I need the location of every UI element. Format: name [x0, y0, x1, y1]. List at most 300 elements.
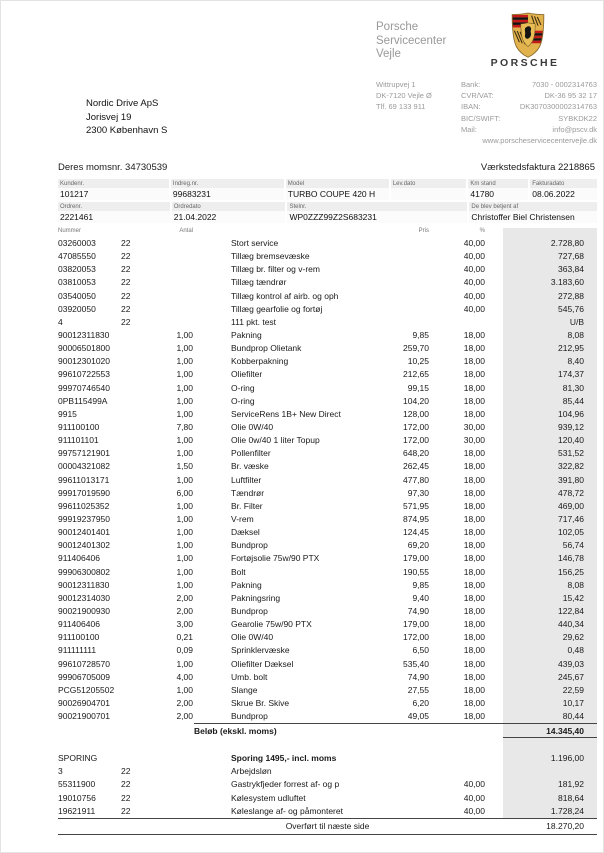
cell-description: Arbejdsløn [231, 766, 272, 777]
cell-quantity [167, 263, 193, 276]
cell-unit-price [369, 250, 429, 263]
cell-amount: 15,42 [562, 592, 584, 603]
cell-description: Olie 0W/40 [231, 632, 274, 643]
cell-quantity: 1,00 [176, 684, 193, 695]
table-row [58, 342, 597, 355]
table-row [58, 671, 597, 684]
cell-quantity: 6,00 [176, 487, 193, 498]
cell-number: 911111111 [58, 645, 97, 656]
table-row [58, 566, 597, 579]
cell-unit-price [369, 778, 429, 791]
info-field-label: De blev betjent af [469, 202, 597, 211]
cell-amount: 181,92 [558, 779, 584, 790]
cell-department [121, 487, 167, 500]
bank-row [461, 90, 597, 101]
cell-amount: 146,78 [558, 553, 584, 564]
cell-number: 99611025352 [58, 500, 110, 511]
cell-department [121, 474, 167, 487]
table-row [58, 552, 597, 565]
cell-percent: 18,00 [463, 408, 485, 419]
cell-amount: 10,17 [562, 697, 584, 708]
cell-number: SPORING [58, 753, 98, 764]
cell-department [121, 752, 167, 765]
cell-description: Slange [231, 684, 258, 695]
info-field [58, 202, 170, 223]
cell-unit-price: 128,00 [403, 408, 429, 419]
info-field-label: Ordrenr. [58, 202, 170, 211]
cell-amount: U/B [569, 316, 584, 327]
cell-unit-price [369, 752, 429, 765]
cell-amount: 717,46 [558, 513, 584, 524]
cell-percent: 18,00 [463, 527, 485, 538]
cell-unit-price: 179,00 [403, 619, 429, 630]
cell-number: 0PB115499A [58, 395, 108, 406]
website-link: www.porscheservicecentervejle.dk [482, 136, 597, 146]
cell-amount: 102,05 [558, 527, 584, 538]
bank-rows [461, 79, 597, 135]
cell-description: Skrue Br. Skive [231, 697, 290, 708]
cell-quantity: 1,00 [176, 329, 193, 340]
cell-quantity: 2,00 [176, 605, 193, 616]
info-field [286, 179, 389, 200]
cell-description: Tændrør [231, 487, 265, 498]
subtotal-row [194, 723, 597, 737]
table-row [58, 631, 597, 644]
cell-description: Gastrykfjeder forrest af- og p [231, 779, 340, 790]
cell-description: V-rem [231, 513, 254, 524]
cell-amount: 322,82 [558, 461, 584, 472]
cell-unit-price [369, 263, 429, 276]
bank-row [461, 124, 597, 135]
cell-number: 99757121901 [58, 448, 111, 459]
bank-row-value: info@pscv.dk [552, 124, 597, 134]
table-row [58, 752, 597, 765]
cell-department [121, 382, 167, 395]
cell-department: 22 [121, 792, 131, 803]
info-field-value: 2221461 [60, 212, 94, 222]
table-row [58, 395, 597, 408]
cell-description: Br. væske [231, 461, 269, 472]
cell-quantity [167, 805, 193, 818]
cell-description: O-ring [231, 395, 255, 406]
cell-number: 911100100 [58, 421, 100, 432]
cell-percent [429, 765, 485, 778]
cell-amount: 56,74 [562, 540, 584, 551]
cell-department: 22 [121, 277, 131, 288]
cell-number: 90012311830 [58, 329, 110, 340]
cell-percent: 18,00 [463, 461, 485, 472]
cell-number: 90012314030 [58, 592, 111, 603]
brand-name-line: Vejle [376, 48, 401, 60]
cell-unit-price: 874,95 [403, 513, 429, 524]
cell-quantity: 1,00 [176, 658, 193, 669]
cell-percent: 18,00 [463, 356, 485, 367]
info-field-value: TURBO COUPE 420 H [287, 189, 376, 199]
cell-quantity: 1,00 [176, 540, 193, 551]
cell-percent: 18,00 [463, 711, 485, 722]
cell-quantity: 1,00 [176, 527, 193, 538]
cell-department [121, 500, 167, 513]
bank-row [461, 79, 597, 90]
cell-percent: 40,00 [463, 805, 485, 816]
cell-unit-price: 104,20 [403, 395, 429, 406]
cell-number: 911101101 [58, 435, 99, 446]
cell-unit-price: 262,45 [403, 461, 429, 472]
cell-number: 4 [58, 316, 63, 327]
cell-department [121, 421, 167, 434]
cell-description: Tillæg kontrol af airb. og oph [231, 290, 339, 301]
invoice-info-band [58, 179, 597, 225]
cell-quantity: 1,00 [176, 513, 193, 524]
cell-quantity [167, 303, 193, 316]
cell-percent: 18,00 [463, 395, 485, 406]
cell-number: 03820053 [58, 264, 96, 275]
customer-address [86, 97, 167, 138]
table-row [58, 792, 597, 805]
cell-number: PCG51205502 [58, 684, 115, 695]
cell-description: Bundprop [231, 605, 268, 616]
cell-department: 22 [121, 303, 131, 314]
cell-department [121, 697, 167, 710]
section-gap [58, 738, 597, 752]
cell-quantity [167, 778, 193, 791]
cell-quantity [167, 276, 193, 289]
cell-description: Sporing 1495,- incl. moms [231, 753, 337, 764]
cell-percent: 40,00 [463, 290, 485, 301]
table-row [58, 329, 597, 342]
table-row [58, 710, 597, 723]
carry-forward-label: Overført til næste side [285, 820, 370, 831]
cell-department [121, 513, 167, 526]
cell-description: Oliefilter Dæksel [231, 658, 294, 669]
cell-quantity: 1,00 [176, 579, 193, 590]
cell-department [121, 605, 167, 618]
cell-percent: 18,00 [463, 369, 485, 380]
cell-number: 99919237950 [58, 513, 111, 524]
cell-amount: 2.728,80 [550, 238, 584, 248]
cell-unit-price [369, 805, 429, 818]
cell-quantity [167, 765, 193, 778]
cell-description: Sprinklervæske [231, 645, 290, 656]
table-row [58, 276, 597, 289]
cell-percent: 18,00 [463, 619, 485, 630]
cell-department [121, 710, 167, 723]
cell-department [121, 342, 167, 355]
table-row [58, 539, 597, 552]
cell-unit-price [369, 303, 429, 316]
cell-number: 90012311830 [58, 579, 110, 590]
cell-percent: 18,00 [463, 684, 485, 695]
cell-unit-price: 259,70 [403, 343, 429, 354]
cell-amount: 818,64 [558, 792, 584, 803]
bank-row-value: SYBKDK22 [558, 113, 597, 123]
shop-address [376, 79, 432, 113]
cell-percent: 18,00 [463, 448, 485, 459]
cell-percent: 40,00 [463, 264, 485, 275]
cell-description: Bolt [231, 566, 246, 577]
table-row [58, 303, 597, 316]
shop-address-line: Tlf. 69 133 911 [376, 102, 426, 112]
cell-percent: 40,00 [463, 251, 485, 262]
cell-quantity: 1,00 [176, 553, 193, 564]
cell-department: 22 [121, 290, 131, 301]
cell-number: 19010756 [58, 792, 96, 803]
cell-unit-price: 9,85 [412, 329, 429, 340]
table-row [58, 382, 597, 395]
cell-amount: 104,96 [558, 408, 584, 419]
cell-quantity [167, 250, 193, 263]
cell-quantity [167, 316, 193, 329]
cell-unit-price: 74,90 [407, 671, 429, 682]
cell-percent: 18,00 [463, 697, 485, 708]
cell-description: Tillæg bremsevæske [231, 251, 310, 262]
bank-row-value: DK-36 95 32 17 [544, 91, 597, 101]
cell-department [121, 355, 167, 368]
cell-quantity: 1,50 [176, 461, 193, 472]
cell-description: Kølesystem udluftet [231, 792, 306, 803]
table-row [58, 290, 597, 303]
cell-quantity: 0,21 [176, 632, 193, 643]
bank-row-value: DK3070300002314763 [519, 102, 597, 112]
info-field-value: 99683231 [172, 189, 211, 199]
cell-unit-price: 190,55 [403, 566, 429, 577]
cell-number: 99906300802 [58, 566, 111, 577]
table-rows-main [58, 237, 597, 723]
document-title: Værkstedsfaktura 2218865 [480, 162, 595, 173]
cell-quantity: 1,00 [176, 500, 193, 511]
info-field [287, 202, 467, 223]
cell-quantity: 1,00 [176, 369, 193, 380]
info-field-value: Christoffer Biel Christensen [471, 212, 575, 222]
cell-description: Gearolie 75w/90 PTX [231, 619, 312, 630]
table-row [58, 474, 597, 487]
cell-number: 90021900930 [58, 605, 111, 616]
table-row [58, 605, 597, 618]
cell-amount: 439,03 [558, 658, 584, 669]
bank-row-label: Mail: [461, 124, 477, 134]
bank-row-label: BIC/SWIFT: [461, 113, 501, 123]
cell-unit-price [369, 237, 429, 250]
cell-percent: 18,00 [463, 329, 485, 340]
table-row [58, 805, 597, 818]
cell-quantity: 3,00 [176, 619, 193, 630]
info-field-value: 41780 [470, 189, 495, 199]
cell-quantity: 2,00 [176, 592, 193, 603]
info-field [58, 179, 169, 200]
table-row [58, 421, 597, 434]
cell-department [121, 618, 167, 631]
cell-number: 90021900701 [58, 711, 111, 722]
cell-amount: 727,68 [558, 251, 584, 262]
cell-quantity: 2,00 [176, 697, 193, 708]
cell-percent: 18,00 [463, 343, 485, 354]
cell-quantity: 1,00 [176, 448, 193, 459]
cell-quantity [167, 237, 193, 250]
cell-quantity: 1,00 [176, 474, 193, 485]
table-row [58, 408, 597, 421]
brand-name-line: Porsche [376, 21, 419, 33]
bank-row-label: IBAN: [461, 102, 481, 112]
cell-department [121, 368, 167, 381]
cell-department: 22 [121, 316, 131, 327]
table-row [58, 778, 597, 791]
cell-number: 03540050 [58, 290, 96, 301]
cell-description: Tillæg gearfolie og fortøj [231, 303, 323, 314]
cell-percent: 18,00 [463, 500, 485, 511]
cell-description: Pakning [231, 579, 262, 590]
cell-number: 3 [58, 766, 63, 777]
cell-amount: 3.183,60 [550, 277, 584, 288]
cell-amount: 22,59 [562, 684, 584, 695]
cell-description: Olie 0w/40 1 liter Topup [231, 435, 320, 446]
cell-amount [485, 765, 597, 778]
cell-description: O-ring [231, 382, 255, 393]
carry-forward-row [58, 818, 597, 835]
cell-amount: 212,95 [558, 343, 584, 354]
cell-number: 911100100 [58, 632, 100, 643]
cell-percent: 18,00 [463, 513, 485, 524]
info-row-1 [58, 179, 597, 200]
info-row-2 [58, 202, 597, 223]
cell-department [121, 539, 167, 552]
cell-amount: 1.728,24 [550, 805, 584, 816]
table-row [58, 368, 597, 381]
cell-percent: 40,00 [463, 238, 485, 248]
table-row [58, 618, 597, 631]
bank-row [461, 113, 597, 124]
cell-percent: 30,00 [463, 421, 485, 432]
subtotal-label: Beløb (ekskl. moms) [194, 726, 277, 737]
customer-vat-number: Deres momsnr. 34730539 [58, 162, 168, 173]
cell-quantity: 7,80 [176, 421, 193, 432]
cell-department [121, 460, 167, 473]
cell-department [121, 408, 167, 421]
cell-percent [429, 316, 485, 329]
bank-row [461, 101, 597, 112]
table-row [58, 526, 597, 539]
cell-amount: 122,84 [558, 605, 584, 616]
info-field-label: Lev.dato [391, 179, 467, 188]
cell-number: 47085550 [58, 251, 96, 262]
table-row [58, 316, 597, 329]
cell-amount: 8,40 [567, 356, 584, 367]
info-field [391, 179, 467, 200]
cell-department [121, 579, 167, 592]
customer-address-line: Nordic Drive ApS [86, 98, 159, 109]
cell-department [121, 434, 167, 447]
cell-number: 03920050 [58, 303, 96, 314]
cell-quantity: 1,00 [176, 566, 193, 577]
cell-unit-price: 571,95 [403, 500, 429, 511]
cell-percent: 40,00 [463, 779, 485, 790]
cell-unit-price: 172,00 [403, 421, 429, 432]
cell-number: 99611013171 [58, 474, 110, 485]
cell-percent: 18,00 [463, 592, 485, 603]
table-row [58, 684, 597, 697]
info-field [171, 179, 284, 200]
cell-number: 90012301020 [58, 356, 111, 367]
cell-description: Bundprop Olietank [231, 343, 302, 354]
cell-description: Br. Filter [231, 500, 263, 511]
cell-department [121, 566, 167, 579]
cell-number: 90026904701 [58, 697, 111, 708]
cell-percent: 18,00 [463, 540, 485, 551]
info-field-label: Stelnr. [287, 202, 467, 211]
header-antal: Antal [179, 228, 193, 234]
cell-description: Bundprop [231, 711, 268, 722]
brand-name [376, 21, 446, 62]
info-field [172, 202, 286, 223]
info-field-value: 08.06.2022 [532, 189, 575, 199]
cell-number: 90012401302 [58, 540, 111, 551]
cell-department: 22 [121, 779, 131, 790]
cell-amount: 80,44 [562, 711, 584, 722]
cell-description: ServiceRens 1B+ New Direct [231, 408, 341, 419]
table-row [58, 513, 597, 526]
table-row [58, 263, 597, 276]
table-row [58, 434, 597, 447]
info-field-label: Km stand [468, 179, 528, 188]
cell-amount: 81,30 [562, 382, 584, 393]
cell-number: 00004321082 [58, 461, 111, 472]
cell-quantity [167, 290, 193, 303]
cell-amount: 545,76 [558, 303, 584, 314]
cell-unit-price: 6,20 [412, 697, 429, 708]
cell-unit-price: 172,00 [403, 435, 429, 446]
cell-number: 911406406 [58, 553, 100, 564]
table-row [58, 697, 597, 710]
table-row [58, 355, 597, 368]
cell-percent: 18,00 [463, 579, 485, 590]
cell-department [121, 552, 167, 565]
customer-address-line: 2300 København S [86, 125, 168, 136]
cell-description: Luftfilter [231, 474, 262, 485]
cell-unit-price: 74,90 [407, 605, 429, 616]
cell-quantity: 1,00 [176, 435, 193, 446]
customer-address-line: Jorisvej 19 [86, 111, 132, 123]
table-row [58, 487, 597, 500]
cell-amount: 8,08 [567, 329, 584, 340]
cell-quantity: 1,00 [176, 382, 193, 393]
table-row [58, 592, 597, 605]
cell-unit-price: 648,20 [403, 448, 429, 459]
cell-department [121, 644, 167, 657]
cell-amount: 440,34 [558, 619, 584, 630]
cell-description: Bundprop [231, 540, 268, 551]
table-row [58, 765, 597, 778]
cell-percent: 18,00 [463, 487, 485, 498]
cell-amount: 363,84 [558, 264, 584, 275]
cell-amount: 156,25 [558, 566, 584, 577]
cell-quantity: 1,00 [176, 408, 193, 419]
info-field-label: Kundenr. [58, 179, 169, 188]
cell-percent: 18,00 [463, 382, 485, 393]
header-nummer: Nummer [58, 228, 82, 234]
cell-department [121, 395, 167, 408]
bank-row-label: CVR/VAT: [461, 91, 494, 101]
cell-quantity [167, 792, 193, 805]
cell-description: Pakningsring [231, 592, 281, 603]
cell-amount: 29,62 [562, 632, 584, 643]
cell-quantity: 1,00 [176, 343, 193, 354]
cell-department [121, 592, 167, 605]
cell-number: 99610722553 [58, 369, 111, 380]
cell-department: 22 [121, 766, 131, 777]
cell-description: Køleslange af- og påmonteret [231, 805, 343, 816]
cell-description: 111 pkt. test [231, 316, 277, 327]
cell-number: 99610728570 [58, 658, 111, 669]
cell-unit-price: 9,85 [412, 579, 429, 590]
